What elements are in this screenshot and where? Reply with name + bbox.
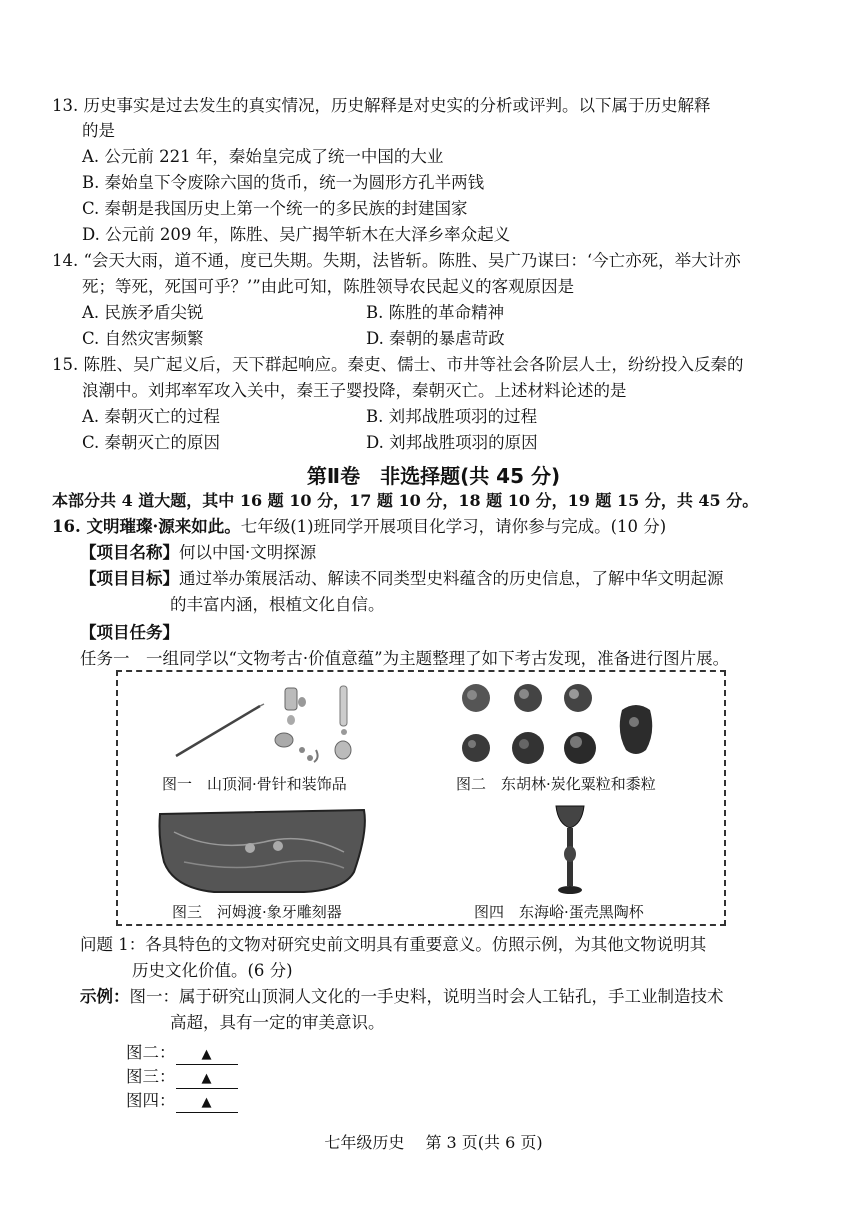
answer-row-fig3 xyxy=(126,1065,238,1089)
q14-stem-line1: 14. “会天大雨，道不通，度已失期。失期，法皆斩。陈胜、吴广乃谋曰：‘今亡亦死，举大计亦 xyxy=(52,251,741,270)
answer-label-fig4: 图四： xyxy=(126,1091,176,1110)
q16-project-name xyxy=(80,541,316,565)
q14-option-c: C. 自然灾害频繁 xyxy=(82,329,204,348)
figure-2-caption: 图二 东胡林·炭化粟粒和黍粒 xyxy=(456,775,656,793)
example-label: 示例： xyxy=(80,987,130,1006)
answer-blank-fig3[interactable]: ▲ xyxy=(176,1070,238,1089)
q15-option-c: C. 秦朝灭亡的原因 xyxy=(82,433,221,452)
example-text-1: 图一：属于研究山顶洞人文化的一手史料，说明当时会人工钻孔，手工业制造技术 xyxy=(129,987,724,1006)
eggshell-pottery-cup-image xyxy=(550,802,590,898)
q13-option-b: B. 秦始皇下令废除六国的货币，统一为圆形方孔半两钱 xyxy=(82,173,485,192)
example-line2: 高超，具有一定的审美意识。 xyxy=(170,1013,385,1032)
q13-stem-line1: 13. 历史事实是过去发生的真实情况，历史解释是对史实的分析或评判。以下属于历史解释 xyxy=(52,96,711,115)
q15-option-b: B. 刘邦战胜项羽的过程 xyxy=(366,407,538,426)
figure-4-caption: 图四 东海峪·蛋壳黑陶杯 xyxy=(474,903,644,921)
q14-stem-line2: 死；等死，死国可乎？’”由此可知，陈胜领导农民起义的客观原因是 xyxy=(82,277,575,296)
q16-stem-title: 16. 文明璀璨·源来如此。 xyxy=(52,517,241,536)
answer-blank-fig4[interactable]: ▲ xyxy=(176,1094,238,1113)
example-line1 xyxy=(80,985,724,1009)
q13-stem-line2: 的是 xyxy=(82,121,115,140)
question1-line1: 问题 1：各具特色的文物对研究史前文明具有重要意义。仿照示例，为其他文物说明其 xyxy=(80,935,707,954)
section-title: 第Ⅱ卷 非选择题(共 45 分) xyxy=(306,464,561,488)
project-goal-line1: 通过举办策展活动、解读不同类型史料蕴含的历史信息，了解中华文明起源 xyxy=(179,569,724,588)
q13-option-a: A. 公元前 221 年，秦始皇完成了统一中国的大业 xyxy=(82,147,444,166)
q13-option-d: D. 公元前 209 年，陈胜、吴广揭竿斩木在大泽乡率众起义 xyxy=(82,225,511,244)
q15-stem-line1: 15. 陈胜、吴广起义后，天下群起响应。秦吏、儒士、市井等社会各阶层人士，纷纷投入反秦的 xyxy=(52,355,744,374)
answer-label-fig3: 图三： xyxy=(126,1067,176,1086)
q13-option-c: C. 秦朝是我国历史上第一个统一的多民族的封建国家 xyxy=(82,199,468,218)
q16-stem xyxy=(52,515,666,539)
q15-option-a: A. 秦朝灭亡的过程 xyxy=(82,407,220,426)
task1-text: 任务一 一组同学以“文物考古·价值意蕴”为主题整理了如下考古发现，准备进行图片展。 xyxy=(80,649,730,668)
section-intro: 本部分共 4 道大题，其中 16 题 10 分，17 题 10 分，18 题 10 分，19 题 15 分，共 45 分。 xyxy=(52,491,759,510)
ivory-carving-image xyxy=(154,802,374,898)
answer-row-fig2 xyxy=(126,1041,238,1065)
q15-option-d: D. 刘邦战胜项羽的原因 xyxy=(366,433,538,452)
q15-stem-line2: 浪潮中。刘邦率军攻入关中，秦王子婴投降，秦朝灭亡。上述材料论述的是 xyxy=(82,381,627,400)
project-name-label: 【项目名称】 xyxy=(80,543,179,562)
project-goal-line2: 的丰富内涵，根植文化自信。 xyxy=(170,595,385,614)
answer-row-fig4 xyxy=(126,1089,238,1113)
q16-project-goal xyxy=(80,567,724,591)
page-footer: 七年级历史 第 3 页(共 6 页) xyxy=(324,1133,543,1152)
q14-option-d: D. 秦朝的暴虐苛政 xyxy=(366,329,505,348)
carbonized-millet-image xyxy=(456,680,696,772)
q16-stem-rest: 七年级(1)班同学开展项目化学习，请你参与完成。(10 分) xyxy=(240,517,667,536)
bone-needle-ornaments-image xyxy=(168,680,368,770)
q14-option-a: A. 民族矛盾尖锐 xyxy=(82,303,204,322)
figure-panel xyxy=(116,670,726,926)
project-task-label: 【项目任务】 xyxy=(80,623,179,642)
figure-1-caption: 图一 山顶洞·骨针和装饰品 xyxy=(162,775,347,793)
question1-line2: 历史文化价值。(6 分) xyxy=(132,961,293,980)
project-goal-label: 【项目目标】 xyxy=(80,569,179,588)
project-name-value: 何以中国·文明探源 xyxy=(179,543,317,562)
answer-label-fig2: 图二： xyxy=(126,1043,176,1062)
answer-blank-fig2[interactable]: ▲ xyxy=(176,1046,238,1065)
figure-3-caption: 图三 河姆渡·象牙雕刻器 xyxy=(172,903,342,921)
q14-option-b: B. 陈胜的革命精神 xyxy=(366,303,505,322)
